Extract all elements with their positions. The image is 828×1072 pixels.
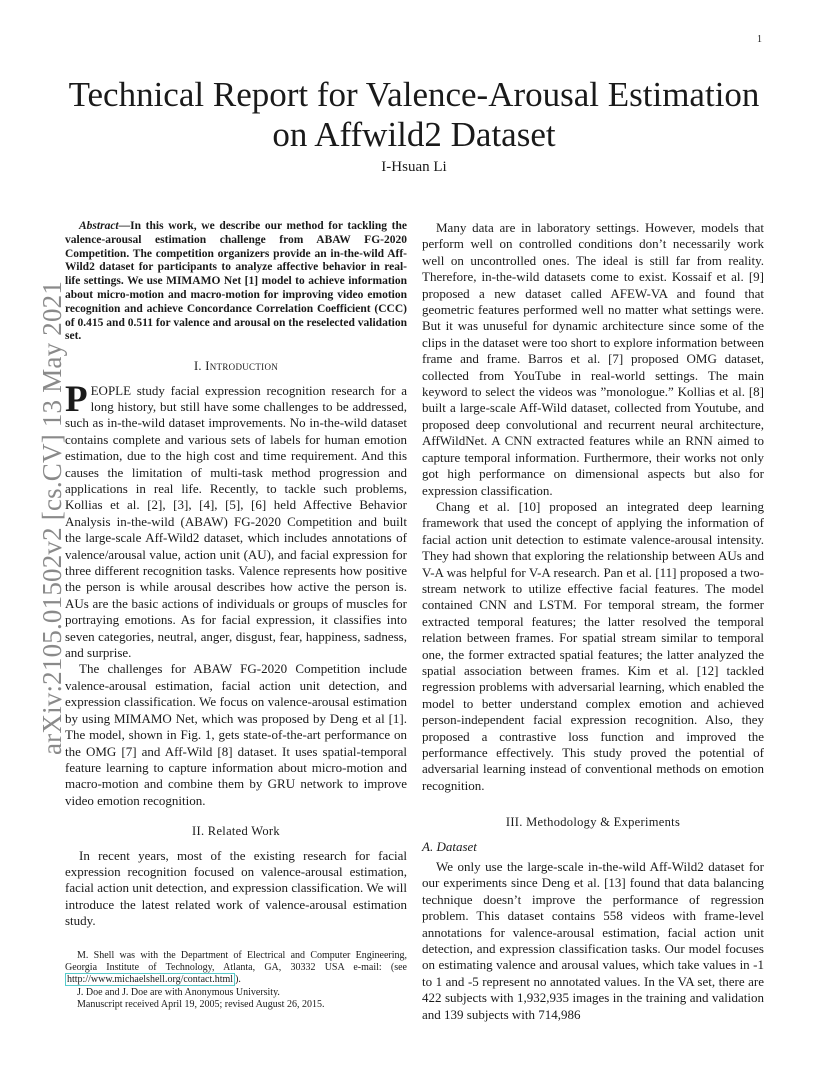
intro-text-1: EOPLE study facial expression recognition research for a long history, but still have some challenges to be addressed, such as in-the-wild dataset improvements. No in-the-wild dataset contains complete and various sets of labels for human emotion estimation, due to the high cost and time requirement. And this causes the limitation of multi-task method progression and applications in real life. Recently, to tackle such problems, Kollias et al. [2], [3], [4], [5], [6] held Affective Behavior Analysis in-the-wild (ABAW) FG-2020 Competition and built the large-scale Aff-Wild2 dataset, which includes annotations of valence/arousal value, action unit (AU), and facial expression for three different recognition tasks. Valence represents how positive the person is while arousal describes how active the person is. AUs are the basic actions of individuals or groups of muscles for portraying emotions. As for facial expression, it classifies into seven categories, neutral, anger, disgust, fear, happiness, sadness, and surprise. [65,382,407,661]
dataset-paragraph: We only use the large-scale in-the-wild Aff-Wild2 dataset for our experiments since Deng et al. [13] found that data balancing technique doesn’t improve the performance of regression problem. This dataset contains 558 videos with frame-level annotations for valence-arousal estimation, facial action unit detection, and expression classification tasks. Our model focuses on estimating valence and arousal values, which take values in -1 to 1 and -5 represent no annotated values. In the VA set, there are 422 subjects with 1,932,935 images in the training and validation and 139 subjects with 714,986 [422,859,764,1022]
related-paragraph-2: Many data are in laboratory settings. However, models that perform well on controlled conditions don’t necessarily work well on uncontrolled ones. The ideal is still far from reality. Therefore, in-the-wild datasets come to exist. Kossaif et al. [9] proposed a new dataset called AFEW-VA and found that geometric features performed well no matter what settings were. But it was unuseful for dynamic architecture since some of the clips in the dataset were too short to explore information between frame and frame. Barros et al. [7] proposed OMG dataset, collected from YouTube in real-world settings. The main keyword to select the videos was ”monologue.” Kollias et al. [8] built a large-scale Aff-Wild dataset, collected from Youtube, and proposed deep convolutional and recurrent neural architecture, AffWildNet. A CNN extracted features while an RNN aimed to capture temporal information. Furthermore, their works not only got high performance on dimensional aspects but also for expression classification. [422,220,764,498]
abstract-label: Abstract [79,220,119,232]
footnote-3: Manuscript received April 19, 2005; revised August 26, 2015. [77,998,325,1010]
section-heading-related-work: II. Related Work [192,824,280,839]
footnote-1 [65,950,407,987]
contact-link[interactable]: http://www.michaelshell.org/contact.html [67,974,234,986]
footnote-1-end: ). [235,974,241,986]
author-name: I-Hsuan Li [381,159,447,175]
subsection-dataset: A. Dataset [422,838,477,854]
left-column [65,220,407,930]
abstract-text: —In this work, we describe our method for tackling the valence-arousal estimation challenge from ABAW FG-2020 Competition. The competition organizers provide an in-the-wild Aff-Wild2 dataset for participants to analyze affective behavior in real-life settings. We use MIMAMO Net [1] model to achieve information about micro-motion and macro-motion for improving video emotion recognition and achieve Concordance Correlation Coefficient (CCC) of 0.415 and 0.511 for valence and arousal on the reselected validation set. [65,220,407,343]
related-paragraph-3: Chang et al. [10] proposed an integrated deep learning framework that used the concept of applying the information of facial action unit detection to estimate valence-arousal intensity. They had shown that exploring the relationship between AUs and V-A was helpful for V-A research. Pan et al. [11] proposed a two-stream network to utilize effective facial features. The model contained CNN and LSTM. For temporal stream, the former extracted temporal features; the latter resolved the temporal relation between frames. For spatial stream similar to temporal one, the former extracted spatial features; the latter analyzed the spatial association between frames. Kim et al. [12] tackled regression problems with adversarial learning, which enabled the model to better understand complex emotion and achieved person-independent facial expression recognition. Also, they proposed a contrastive loss function and improved the performance effectively. This study proved the potential of adversarial learning instead of conventional methods on emotion recognition. [422,498,764,793]
paper-title: Technical Report for Valence-Arousal Estimation on Affwild2 Dataset [68,75,760,154]
footnote-2: J. Doe and J. Doe are with Anonymous University. [77,986,280,998]
related-paragraph-1: In recent years, most of the existing research for facial expression recognition focused on valence-arousal estimation, facial action unit detection, and expression classification. We will introduce the latest related work of valence-arousal estimation study. [65,847,407,929]
page-number: 1 [757,34,762,45]
section-number: I. [193,359,206,374]
section-title: Introduction [205,359,279,374]
intro-paragraph-1 [65,378,407,662]
arxiv-watermark: arXiv:2105.01502v2 [cs.CV] 13 May 2021 [37,280,67,755]
footnotes [65,950,407,1011]
section-heading-introduction [65,358,407,374]
drop-cap: P [65,378,88,420]
section-heading-methodology: III. Methodology & Experiments [505,815,681,830]
right-column [422,220,764,1023]
footnote-1-text: M. Shell was with the Department of Electrical and Computer Engineering, Georgia Institute of Technology, Atlanta, GA, 30332 USA e-mail: (see [65,950,407,974]
intro-paragraph-2: The challenges for ABAW FG-2020 Competition include valence-arousal estimation, facial action unit detection, and expression classification. We focus on valence-arousal estimation by using MIMAMO Net, which was proposed by Deng et al [1]. The model, shown in Fig. 1, gets state-of-the-art performance on the OMG [7] and Aff-Wild [8] dataset. It uses spatial-temporal feature learning to capture information about micro-motion and macro-motion and combine them by GRU network to improve video emotion recognition. [65,661,407,808]
abstract [65,220,407,344]
